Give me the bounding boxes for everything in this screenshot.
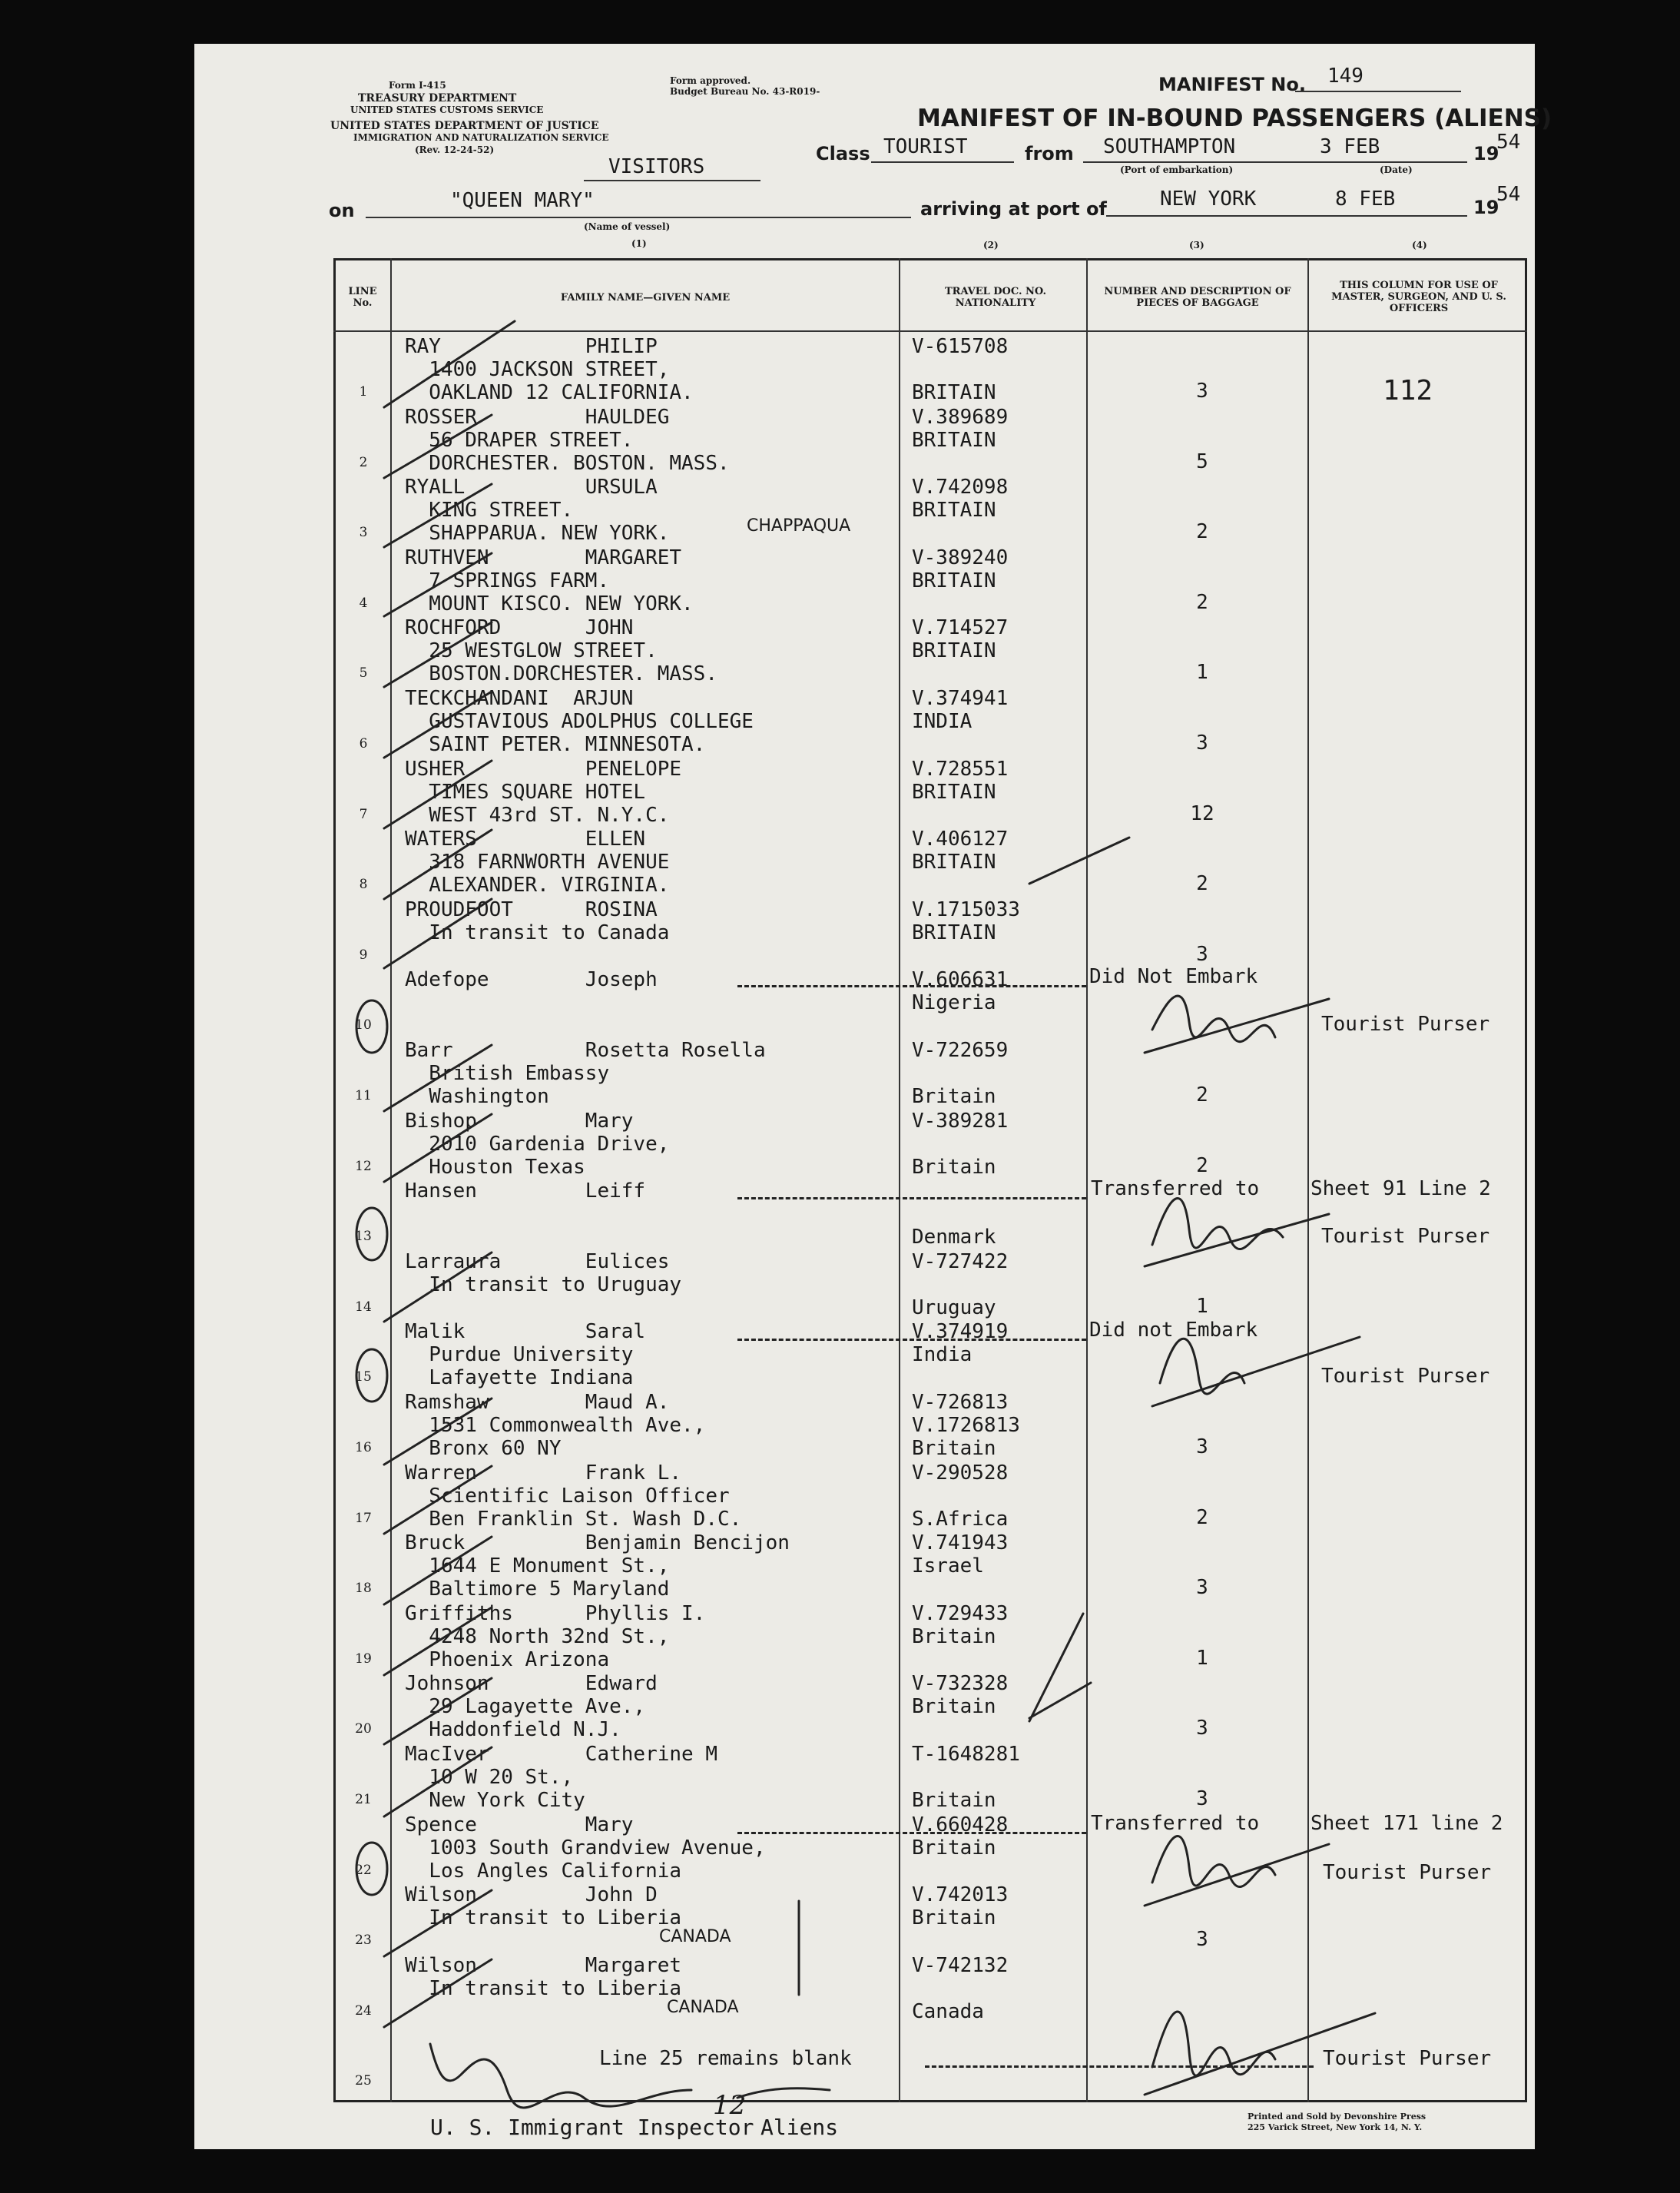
row-travel-doc: V.741943 Israel <box>912 1531 1009 1578</box>
arrival-date: 8 FEB <box>1335 187 1396 211</box>
purser-15: Tourist Purser <box>1321 1365 1490 1388</box>
transferred-13: Transferred to <box>1091 1177 1260 1200</box>
from-label: from <box>1025 143 1074 164</box>
row-baggage: 3 <box>1196 380 1208 403</box>
row-name-address: Ramshaw Maud A. 1531 Commonwealth Ave., Bronx 60 NY <box>405 1391 706 1460</box>
row-baggage: 12 <box>1190 801 1214 825</box>
form-number: Form I-415 <box>389 80 446 91</box>
header-line-no: LINE No. <box>348 286 377 309</box>
embark-date: 3 FEB <box>1320 135 1380 158</box>
row-travel-doc: V.714527 BRITAIN <box>912 616 1009 663</box>
row-travel-doc: V-722659 Britain <box>912 1039 1009 1108</box>
row-travel-doc: V-732328 Britain <box>912 1672 1009 1719</box>
year-prefix: 19 <box>1473 143 1499 164</box>
row-name-address: Wilson John D In transit to Liberia <box>405 1883 682 1930</box>
row-baggage: 2 <box>1196 1505 1208 1529</box>
row-line-number: 1 <box>359 384 368 400</box>
embark-caption: (Port of embarkation) <box>1120 164 1234 175</box>
customs-line: UNITED STATES CUSTOMS SERVICE <box>350 105 544 115</box>
row-travel-doc: V.374919 India <box>912 1320 1009 1367</box>
row-line-number: 9 <box>359 947 368 963</box>
row-line-number: 24 <box>355 2002 372 2019</box>
row-baggage: 3 <box>1196 942 1208 966</box>
vessel-caption: (Name of vessel) <box>584 221 671 232</box>
chappaqua-note: CHAPPAQUA <box>747 516 851 536</box>
row-name-address: WATERS ELLEN 318 FARNWORTH AVENUE ALEXANDER. VIRGINIA. <box>405 828 670 897</box>
row-line-number: 11 <box>355 1088 372 1103</box>
row-line-number: 22 <box>355 1862 372 1878</box>
row-line-number: 2 <box>359 454 368 470</box>
row-baggage: 2 <box>1196 1153 1208 1177</box>
row-travel-doc: V-727422 Uruguay <box>912 1249 1009 1319</box>
row-name-address: TECKCHANDANI ARJUN GUSTAVIOUS ADOLPHUS COLLEGE SAINT PETER. MINNESOTA. <box>405 687 754 756</box>
manifest-title: MANIFEST OF IN-BOUND PASSENGERS (ALIENS) <box>917 105 1552 132</box>
row-name-address: Malik Saral Purdue University Lafayette Indiana <box>405 1320 646 1390</box>
row-travel-doc: T-1648281 Britain <box>912 1743 1020 1812</box>
row-line-number: 19 <box>355 1651 372 1667</box>
year-suffix: 54 <box>1496 131 1521 154</box>
row-line-number: 7 <box>359 806 368 822</box>
row-line-number: 17 <box>355 1510 372 1526</box>
row-name-address: USHER PENELOPE TIMES SQUARE HOTEL WEST 43rd ST. N.Y.C. <box>405 757 682 827</box>
row-travel-doc: V.606631 Nigeria <box>912 968 1009 1015</box>
row-baggage: 3 <box>1196 1717 1208 1740</box>
row-name-address: Bishop Mary 2010 Gardenia Drive, Houston Texas <box>405 1109 670 1179</box>
row-name-address: ROSSER HAULDEG 56 DRAPER STREET. DORCHESTER. BOSTON. MASS. <box>405 405 730 475</box>
row-name-address: RUTHVEN MARGARET 7 SPRINGS FARM. MOUNT KISCO. NEW YORK. <box>405 546 694 615</box>
manifest-label: MANIFEST No. <box>1158 74 1306 95</box>
row-line-number: 8 <box>359 877 368 893</box>
purser-13: Tourist Purser <box>1321 1225 1490 1248</box>
printer-line1: Printed and Sold by Devonshire Press <box>1248 2112 1427 2122</box>
form-approved: Form approved. <box>670 75 751 86</box>
row-name-address: Bruck Benjamin Bencijon 1644 E Monument St., Baltimore 5 Maryland <box>405 1531 790 1601</box>
did-not-embark-15: Did not Embark <box>1089 1319 1258 1342</box>
class-label: Class <box>816 143 870 164</box>
row-travel-doc: V.742098 BRITAIN <box>912 476 1009 523</box>
row-line-number: 18 <box>355 1581 372 1597</box>
col2-num: (2) <box>983 240 999 250</box>
row-baggage: 2 <box>1196 590 1208 614</box>
row-line-number: 12 <box>355 1158 372 1174</box>
row-travel-doc: V-389240 BRITAIN <box>912 546 1009 592</box>
col4-num: (4) <box>1412 240 1427 250</box>
row-travel-doc: V-742132 Canada <box>912 1953 1009 2023</box>
arriving-label: arriving at port of <box>920 198 1107 220</box>
row-line-number: 6 <box>359 736 368 751</box>
row-travel-doc: V.728551 BRITAIN <box>912 757 1009 804</box>
col1-num: (1) <box>631 238 647 249</box>
row-line-number: 5 <box>359 665 368 682</box>
row-baggage: 3 <box>1196 1435 1208 1458</box>
row-travel-doc: V-290528 S.Africa <box>912 1461 1009 1531</box>
row-travel-doc: V.389689 BRITAIN <box>912 405 1009 452</box>
arrival-port: NEW YORK <box>1160 187 1257 211</box>
row-name-address: ROCHFORD JOHN 25 WESTGLOW STREET. BOSTON.DORCHESTER. MASS. <box>405 616 717 686</box>
row-travel-doc: V.1715033 BRITAIN <box>912 897 1020 944</box>
row-baggage: 3 <box>1196 1787 1208 1810</box>
row-baggage: 5 <box>1196 450 1208 473</box>
on-label: on <box>329 200 355 221</box>
row-name-address: Wilson Margaret In transit to Liberia <box>405 1953 682 2000</box>
canada-23: CANADA <box>659 1927 731 1946</box>
row-line-number: 21 <box>355 1792 372 1807</box>
row-travel-doc: Denmark <box>912 1226 996 1249</box>
row-name-address: Warren Frank L. Scientific Laison Officer Ben Franklin St. Wash D.C. <box>405 1461 742 1531</box>
row-baggage: 1 <box>1196 1646 1208 1670</box>
arrival-year-prefix: 19 <box>1473 197 1499 218</box>
row-travel-doc: V.374941 INDIA <box>912 687 1009 733</box>
row-baggage: 1 <box>1196 1294 1208 1318</box>
row-line-number: 23 <box>355 1933 372 1949</box>
treasury-line: TREASURY DEPARTMENT <box>358 92 517 105</box>
row-name-address: Johnson Edward 29 Lagayette Ave., Haddonfield N.J. <box>405 1672 658 1742</box>
budget-bureau: Budget Bureau No. 43-R019- <box>670 86 820 97</box>
row-line-number: 25 <box>355 2073 372 2089</box>
purser-25: Tourist Purser <box>1323 2047 1492 2070</box>
aliens-label: Aliens <box>760 2115 839 2140</box>
canada-24: CANADA <box>667 1998 739 2017</box>
ins-line: IMMIGRATION AND NATURALIZATION SERVICE <box>353 132 609 143</box>
row-line-number: 16 <box>355 1440 372 1455</box>
purser-22: Tourist Purser <box>1323 1861 1492 1884</box>
rev-line: (Rev. 12-24-52) <box>415 144 495 155</box>
row-baggage: 3 <box>1196 1576 1208 1600</box>
row-line-number: 15 <box>355 1369 372 1385</box>
row-name-address: PROUDFOOT ROSINA In transit to Canada <box>405 897 670 944</box>
row-name-address: RYALL URSULA KING STREET. SHAPPARUA. NEW YORK. <box>405 476 670 546</box>
arrival-year-suffix: 54 <box>1496 183 1521 206</box>
row-travel-doc: V.742013 Britain <box>912 1883 1009 1930</box>
row-baggage: 1 <box>1196 661 1208 685</box>
row-line-number: 4 <box>359 595 368 611</box>
printer-line2: 225 Varick Street, New York 14, N. Y. <box>1248 2122 1423 2132</box>
row-baggage: 2 <box>1196 872 1208 896</box>
manifest-number: 149 <box>1327 65 1364 88</box>
date-caption: (Date) <box>1380 164 1413 175</box>
did-not-embark-10: Did Not Embark <box>1089 965 1258 988</box>
row-travel-doc: V-389281 Britain <box>912 1109 1009 1179</box>
sheet-22: Sheet 171 line 2 <box>1311 1812 1503 1835</box>
aliens-count: 12 <box>713 2090 747 2121</box>
visitors-label: VISITORS <box>608 155 705 178</box>
purser-10: Tourist Purser <box>1321 1013 1490 1036</box>
officer-number: 112 <box>1383 375 1433 406</box>
sheet-13: Sheet 91 Line 2 <box>1311 1177 1491 1200</box>
row-name-address: Larraura Eulices In transit to Uruguay <box>405 1249 682 1296</box>
row-travel-doc: V.406127 BRITAIN <box>912 828 1009 874</box>
justice-line: UNITED STATES DEPARTMENT OF JUSTICE <box>330 120 599 132</box>
vessel-name: "QUEEN MARY" <box>450 189 595 212</box>
inspector-label: U. S. Immigrant Inspector <box>430 2115 754 2140</box>
row-name-address: MacIver Catherine M 10 W 20 St., New York City <box>405 1743 717 1812</box>
row-name-address: Griffiths Phyllis I. 4248 North 32nd St., Phoenix Arizona <box>405 1601 706 1671</box>
row-name-address: Hansen Leiff <box>405 1179 646 1203</box>
line25-note: Line 25 remains blank <box>599 2047 852 2070</box>
row-line-number: 14 <box>355 1299 372 1315</box>
embark-port: SOUTHAMPTON <box>1103 135 1236 158</box>
row-name-address: RAY PHILIP 1400 JACKSON STREET, OAKLAND 12 CALIFORNIA. <box>405 335 694 404</box>
row-baggage: 2 <box>1196 1083 1208 1106</box>
row-line-number: 3 <box>359 525 368 541</box>
header-officers: THIS COLUMN FOR USE OF MASTER, SURGEON, AND U. S. OFFICERS <box>1331 280 1506 314</box>
row-name-address: Barr Rosetta Rosella British Embassy Washington <box>405 1039 766 1108</box>
col3-num: (3) <box>1189 240 1204 250</box>
row-name-address: Adefope Joseph <box>405 968 658 992</box>
row-line-number: 10 <box>355 1017 372 1033</box>
transferred-22: Transferred to <box>1091 1812 1260 1835</box>
row-baggage: 3 <box>1196 732 1208 755</box>
row-travel-doc: V-615708 BRITAIN <box>912 335 1009 404</box>
class-value: TOURIST <box>883 135 968 158</box>
row-baggage: 2 <box>1196 520 1208 544</box>
row-name-address: Spence Mary 1003 South Grandview Avenue, Los Angles California <box>405 1813 766 1883</box>
row-baggage: 3 <box>1196 1928 1208 1952</box>
header-family-name: FAMILY NAME—GIVEN NAME <box>560 292 731 304</box>
header-travel-doc: TRAVEL DOC. NO. NATIONALITY <box>944 286 1047 309</box>
row-travel-doc: V.729433 Britain <box>912 1601 1009 1648</box>
row-line-number: 20 <box>355 1721 372 1737</box>
header-baggage: NUMBER AND DESCRIPTION OF PIECES OF BAGGAGE <box>1104 286 1291 309</box>
row-travel-doc: V-726813 V.1726813 Britain <box>912 1391 1020 1460</box>
row-travel-doc: V.660428 Britain <box>912 1813 1009 1860</box>
row-line-number: 13 <box>355 1229 372 1245</box>
